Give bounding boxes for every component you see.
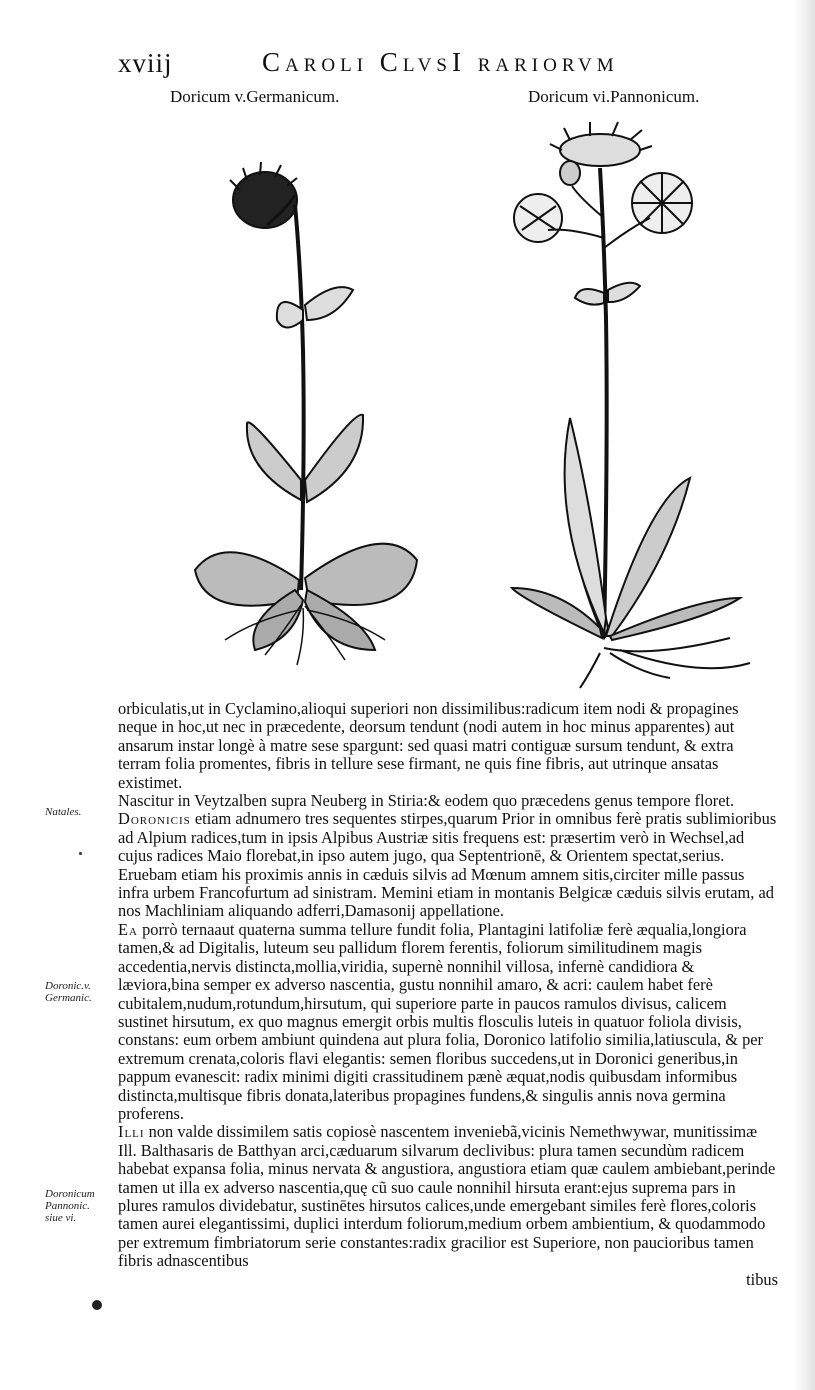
figure-caption-left: Doricum v.Germanicum. [170,87,340,106]
page-number: xviij [118,48,173,78]
woodcut-doricum-germanicum [185,150,425,675]
paragraph-body: Nascitur in Veytzalben supra Neuberg in Stiria:& eodem quo præcedens genus tempore floret. [118,791,735,811]
margin-note-doronicum-germanicum: Doronic.v. Germanic. [45,980,92,1004]
page-edge-shadow [793,0,815,1390]
paragraph-5 [118,1123,778,1270]
running-title: Caroli ClvsI rariorvm [262,47,619,77]
paragraph-body: non valde dissimilem satis copiosè nascentem inveniebã,vicinis Nemethwywar, munitissimæ Ill. Balthasaris de Batthyan arci,cæduarum silvarum declivibus: plura tamen secundùm radicem habebat expansa folia, minus nervata & angustiora, angustiora etiam quæ caulem ambiebant,perinde tamen ut illa ex adverso nascentia,quę cũ suo caule nonnihil hirsuta erant:ejus suprema pars in plures ramulos dividebatur, sustinētes hirsutos calices,unde emergebant similes ferè flores,coloris tamen aurei elegantissimi, duplici interdum foliorum,medium orbem ambientium, & quodammodo per extremum fimbriatorum serie constantes:radix gracilior est Superiore, non paucioribus tamen fibris adnascentibus [118,1122,776,1271]
figure-caption-right: Doricum vi.Pannonicum. [528,87,700,106]
catchword: tibus [746,1269,778,1289]
main-text-block [118,700,778,1289]
paragraph-1 [118,700,778,792]
woodcut-doricum-pannonicum [500,118,770,693]
margin-note-natales: Natales. [45,806,82,818]
paragraph-body: orbiculatis,ut in Cyclamino,alioqui superiori non dissimilibus:radicum item nodi & propagines neque in hoc,ut nec in præcedente, deorsum tendunt (nodi autem in hoc minus apparentes) aut ansarum instar longè à matre sese spargunt: sed quasi matri contiguæ sursum tendunt, & extra terram folia promentes, fibris in tellure sese firmant, ne quis fine fibris, aut utrinque ansatas existimet. [118,699,739,792]
paragraph-lead: Doronicis [118,809,191,829]
ink-speck [79,852,82,855]
ink-blot [92,1300,102,1310]
paragraph-lead: Illi [118,1122,145,1142]
paragraph-2 [118,792,778,810]
paragraph-3 [118,810,778,920]
paragraph-4 [118,921,778,1123]
paragraph-body: porrò ternaaut quaterna summa tellure fundit folia, Plantagini latifoliæ ferè æqualia,longiora tamen,& ad Digitalis, luteum seu pallidum florem ferentis, foliorum similitudinem magis accedentia,nervis distincta,mollia,viridia, supernè nonnihil villosa, infernè candidiora & læviora,bina semper ex adverso nascentia, gustu nonnihil amaro, & acri: caulem habet ferè cubitalem,nudum,rotundum,hirsutum, qui superiore parte in paucos ramulos divisus, calicem sustinet hirsutum, ex quo magnus emergit orbis multis flosculis luteis in quatuor foliola divisis, constans: eum orbem ambiunt quindena aut plura folia, Doronico latifolio similia,latiuscula, & per extremum crenata,coloris flavi elegantis: semen floribus succedens,ut in Doronici generibus,in pappum evanescit: radix minimi digiti crassitudinem pænè æquat,nodis quibusdam informibus distincta,multisque fibris donata,lateribus propagines fundens,& singulis annis nova germina proferens. [118,919,763,1123]
paragraph-lead: Ea [118,919,138,939]
paragraph-body: etiam adnumero tres sequentes stirpes,quarum Prior in omnibus ferè pratis sublimioribus ad Alpium radices,tum in ipsis Alpibus Austriæ sitis frequens est: præsertim verò in Wechsel,ad cujus radices Maio florebat,in ipso autem jugo, qua Septentrionē, & Orientem spectat,serius. Eruebam etiam his proximis annis in cæduis silvis ad Mœnum amnem sitis,circiter mille passus infra urbem Francofurtum ad sinistram. Memini etiam in montanis Belgicæ cæduis silvis erutam, ad nos Machliniam aliquando adferri,Damasonij appellatione. [118,809,777,921]
margin-note-doronicum-pannonicum: Doronicum Pannonic. siue vi. [45,1188,95,1224]
